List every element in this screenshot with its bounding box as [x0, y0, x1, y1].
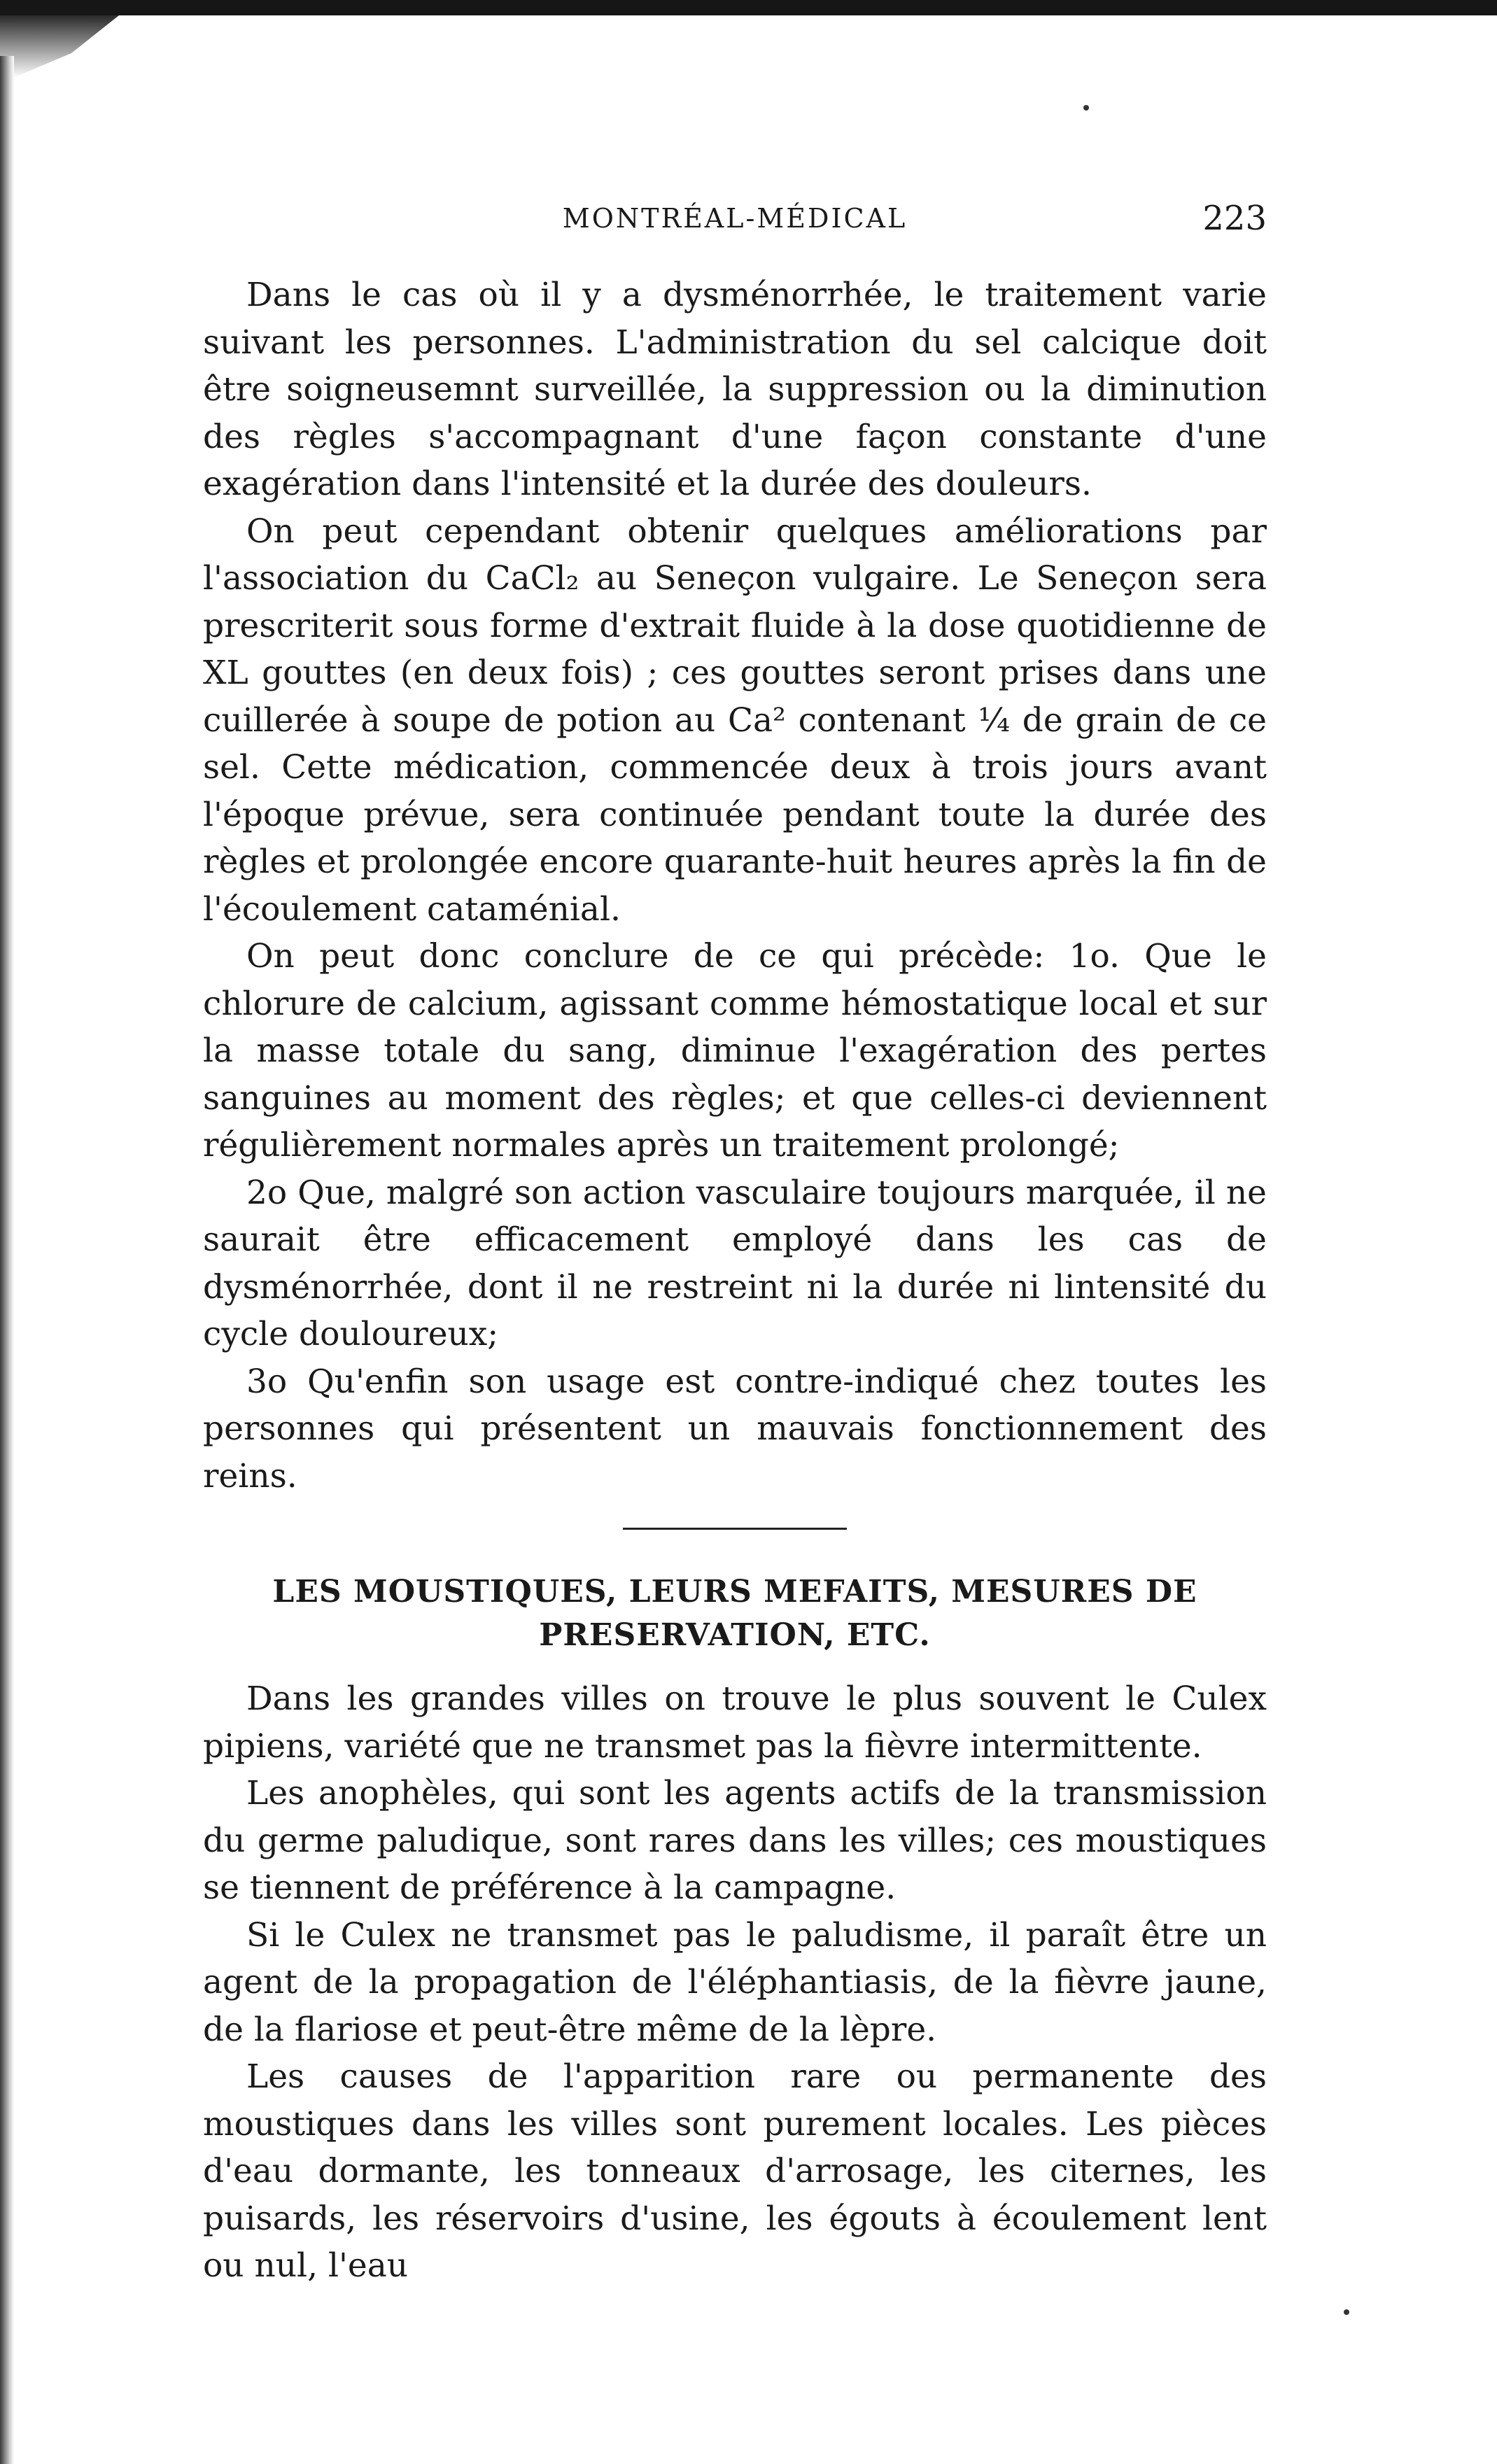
scan-corner-shadow	[0, 15, 119, 78]
scan-speck	[1083, 105, 1089, 111]
paragraph: 3o Qu'enfin son usage est contre-indiqué chez toutes les personnes qui présentent un mauvais fonctionnement des reins.	[203, 1362, 1267, 1495]
running-head	[203, 199, 1267, 252]
scan-left-edge	[0, 56, 14, 2464]
scan-top-border	[0, 0, 1497, 15]
paragraph: Les anophèles, qui sont les agents actifs de la transmission du germe paludique, sont rares dans les villes; ces moustiques se tiennent de préférence à la campagne.	[203, 1774, 1267, 1907]
paragraph: Dans les grandes villes on trouve le plus souvent le Culex pipiens, variété que ne transmet pas la fièvre intermittente.	[203, 1680, 1267, 1766]
paragraph: Les causes de l'apparition rare ou permanente des moustiques dans les villes sont purement locales. Les pièces d'eau dormante, les tonneaux d'arrosage, les citernes, les puisards, les réservoirs d'usine, les égouts à écoulement lent ou nul, l'eau	[203, 2057, 1267, 2285]
section-heading-line2: PRESERVATION, ETC.	[539, 1617, 931, 1653]
paragraph: 2o Que, malgré son action vasculaire toujours marquée, il ne saurait être efficacement employé dans les cas de dysménorrhée, dont il ne restreint ni la durée ni lintensité du cycle douloureux;	[203, 1173, 1267, 1353]
body-text-after	[203, 1675, 1267, 2290]
paragraph: On peut donc conclure de ce qui précède: 1o. Que le chlorure de calcium, agissant comme hémostatique local et sur la masse totale du sang, diminue l'exagération des pertes sanguines au moment des règles; et que celles-ci deviennent régulièrement normales après un traitement prolongé;	[203, 937, 1267, 1164]
page-content	[203, 199, 1267, 2290]
scan-speck	[1344, 2309, 1349, 2315]
section-heading-line1: LES MOUSTIQUES, LEURS MEFAITS, MESURES DE	[272, 1574, 1197, 1610]
page-number: 223	[1202, 199, 1267, 238]
section-divider	[623, 1528, 847, 1530]
paragraph: On peut cependant obtenir quelques améliorations par l'association du CaCl₂ au Seneçon vulgaire. Le Seneçon sera prescriterit sous forme d'extrait fluide à la dose quotidienne de XL gouttes (en deux fois) ; ces gouttes seront prises dans une cuillerée à soupe de potion au Ca² contenant ¼ de grain de ce sel. Cette médication, commencée deux à trois jours avant l'époque prévue, sera continuée pendant toute la durée des règles et prolongée encore quarante-huit heures après la fin de l'écoulement cataménial.	[203, 512, 1267, 929]
body-text-before	[203, 272, 1267, 1500]
paragraph: Dans le cas où il y a dysménorrhée, le traitement varie suivant les personnes. L'administration du sel calcique doit être soigneusemnt surveillée, la suppression ou la diminution des règles s'accompagnant d'une façon constante d'une exagération dans l'intensité et la durée des douleurs.	[203, 276, 1267, 503]
paragraph: Si le Culex ne transmet pas le paludisme, il paraît être un agent de la propagation de l'éléphantiasis, de la fièvre jaune, de la flariose et peut-être même de la lèpre.	[203, 1915, 1267, 2049]
running-title: MONTRÉAL-MÉDICAL	[562, 203, 908, 234]
section-heading	[203, 1570, 1267, 1657]
